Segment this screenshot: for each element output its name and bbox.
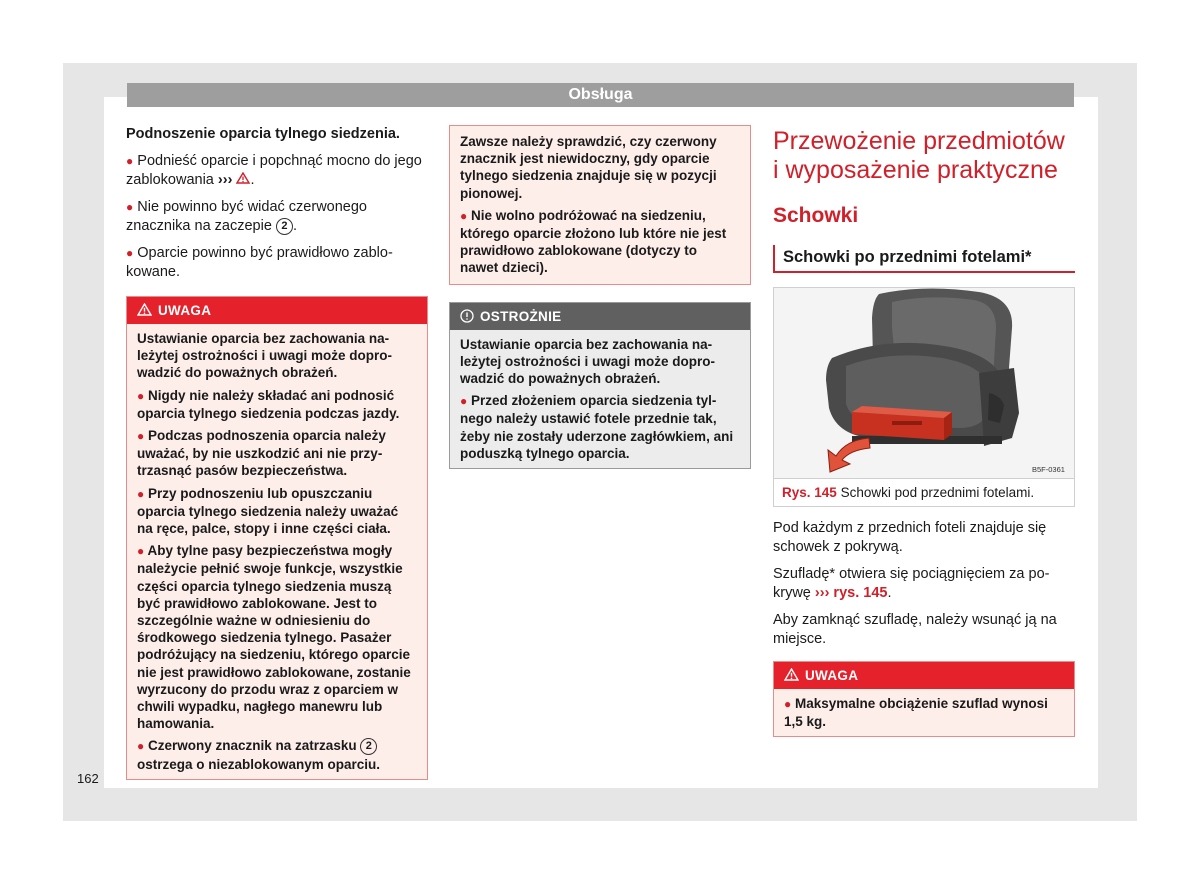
figure-ref: Rys. 145	[782, 485, 837, 500]
warning-triangle-icon	[236, 172, 250, 184]
warning-triangle-icon	[137, 303, 152, 316]
warning-item-text-end: ostrzega o niezablokowanym oparciu.	[137, 756, 381, 772]
paragraph: Aby zamknąć szufladę, należy wsunąć ją na miejsce.	[773, 612, 1057, 647]
warning-box	[126, 296, 428, 780]
seat-drawer-illustration	[774, 288, 1074, 478]
page-number: 162	[77, 771, 99, 786]
warning-item-text: Czerwony znacznik na zatrzasku	[148, 738, 357, 754]
warning-item-text: Przy podnoszeniu lub opuszczaniu oparcia tylnego siedzenia należy uważać na ręce, palce, stopy i inne części ciała.	[137, 485, 399, 537]
paragraph-text-end: .	[887, 585, 892, 601]
list-item	[126, 244, 428, 282]
warning-item: ● Przy podnoszeniu lub opuszczaniu oparcia tylnego siedzenia należy uważać na ręce, palce, stopy i inne części ciała.	[137, 485, 399, 537]
warning-item-text: Nigdy nie należy składać ani podnosić oparcia tylnego siedzenia podczas jazdy.	[137, 387, 400, 421]
callout-number-icon: 2	[276, 218, 293, 235]
chapter-title: Przewożenie przedmiotów i wyposażenie praktyczne	[773, 127, 1065, 184]
caution-intro: Ustawianie oparcia bez zachowania należytej ostrożności i uwagi może doprowadzić do poważnych obrażeń.	[460, 336, 716, 387]
subsection-title: Schowki po przednimi fotelami*	[773, 245, 1075, 273]
warning-item-text: Podczas podnoszenia oparcia należy uważać, by nie uszkodzić ani nie przytrzasnąć pasów bezpieczeństwa.	[137, 428, 386, 479]
figure-code: B5F-0361	[1032, 465, 1065, 474]
bullet-icon: ●	[126, 200, 134, 214]
subheading: Podnoszenie oparcia tylnego siedzenia.	[126, 126, 400, 142]
warning-item: ● Aby tylne pasy bezpieczeństwa mogły należycie pełnić swoje funkcje, wszystkie części oparcia tylnego siedzenia muszą być prawidłowo zablokowane. Jest to szczególnie ważne w odniesieniu do środkowego siedzenia tylnego. Pasażer podróżujący na siedzeniu, którego oparcie nie jest prawidłowo zablokowane, zostanie wyrzucony do przodu wraz z oparciem w chwili wypadku, nagłego manewru lub hamowania.	[137, 543, 411, 732]
item-text: Nie powinno być widać czerwonego znacznika na zaczepie	[126, 199, 367, 234]
caution-item-text: Przed złożeniem oparcia siedzenia tylnego należy ustawić fotele przednie tak, żeby nie zostały uderzone zagłówkiem, ani poduszką tylnego oparcia.	[460, 393, 734, 461]
bullet-icon: ●	[126, 246, 134, 260]
column-middle	[449, 125, 751, 469]
warning-box	[773, 661, 1075, 737]
item-text: Podnieść oparcie i popchnąć mocno do jego zablokowania	[126, 153, 422, 188]
cross-ref-link[interactable]: ›››	[217, 172, 233, 188]
list-item: ● Podnieść oparcie i popchnąć mocno do jego zablokowania ››› .	[126, 153, 422, 188]
warning-item-text: Nie wolno podróżować na siedzeniu, którego oparcie złożono lub które nie jest prawidłowo zablokowane (dotyczy to nawet dzieci).	[460, 207, 727, 276]
paragraph-text: Szufladę* otwiera się pociągnięciem za pokrywę	[773, 566, 1050, 601]
warning-item-text: Maksymalne obciążenie szuflad wynosi 1,5 kg.	[784, 696, 1048, 730]
warning-body	[450, 126, 750, 284]
paragraph	[773, 565, 1075, 603]
warning-item: ● Nigdy nie należy składać ani podnosić oparcia tylnego siedzenia podczas jazdy.	[137, 387, 400, 421]
caption-text: Schowki pod przednimi fotelami.	[840, 485, 1035, 500]
list-item	[126, 198, 428, 236]
section-title: Schowki	[773, 204, 859, 227]
warning-item: ● Nie wolno podróżować na siedzeniu, którego oparcie złożono lub które nie jest prawidłowo zablokowane (dotyczy to nawet dzieci).	[460, 207, 727, 276]
warning-continuation-box	[449, 125, 751, 285]
warning-item: ● Czerwony znacznik na zatrzasku 2 ostrzega o niezablokowanym oparciu.	[137, 738, 381, 772]
warning-title: UWAGA	[158, 303, 212, 318]
warning-header	[774, 662, 1074, 689]
paragraph: Pod każdym z przednich foteli znajduje się schowek z pokrywą.	[773, 520, 1047, 555]
bullet-icon: ●	[126, 154, 134, 168]
section-header: Obsługa	[127, 83, 1074, 107]
column-left	[126, 125, 428, 780]
warning-item: ● Podczas podnoszenia oparcia należy uważać, by nie uszkodzić ani nie przytrzasnąć pasów bezpieczeństwa.	[137, 428, 386, 479]
warning-header	[127, 297, 427, 324]
warning-item-text: Aby tylne pasy bezpieczeństwa mogły należycie pełnić swoje funkcje, wszystkie części oparcia tylnego siedzenia muszą być prawidłowo zablokowane. Jest to szczególnie ważne w odniesieniu do środkowego siedzenia tylnego. Pasażer podróżujący na siedzeniu, którego oparcie nie jest prawidłowo zablokowane, zostanie wyrzucony do przodu wraz z oparciem w chwili wypadku, nagłego manewru lub hamowania.	[137, 543, 411, 732]
warning-body	[127, 324, 427, 779]
column-right	[773, 125, 1075, 737]
info-circle-icon	[460, 309, 474, 323]
callout-number-icon: 2	[360, 738, 377, 755]
caution-box	[449, 302, 751, 469]
warning-paragraph: Zawsze należy sprawdzić, czy czerwony znacznik jest niewidoczny, gdy oparcie tylnego siedzenia znajduje się w pozycji pionowej.	[460, 134, 717, 201]
item-text: Oparcie powinno być prawidłowo zablokowane.	[126, 245, 393, 280]
figure-caption	[774, 478, 1074, 506]
caution-header	[450, 303, 750, 330]
figure	[773, 287, 1075, 507]
caution-item: ● Przed złożeniem oparcia siedzenia tylnego należy ustawić fotele przednie tak, żeby nie zostały uderzone zagłówkiem, ani poduszką tylnego oparcia.	[460, 393, 734, 461]
warning-triangle-icon	[784, 668, 799, 681]
warning-title: UWAGA	[805, 668, 859, 683]
caution-title: OSTROŻNIE	[480, 308, 562, 324]
item-text-end: .	[292, 218, 297, 234]
figure-link[interactable]: ››› rys. 145	[814, 585, 888, 601]
warning-intro: Ustawianie oparcia bez zachowania należytej ostrożności i uwagi może doprowadzić do poważnych obrażeń.	[137, 331, 393, 381]
caution-body	[450, 330, 750, 468]
warning-body	[774, 689, 1074, 736]
warning-item: ● Maksymalne obciążenie szuflad wynosi 1,5 kg.	[784, 696, 1048, 730]
